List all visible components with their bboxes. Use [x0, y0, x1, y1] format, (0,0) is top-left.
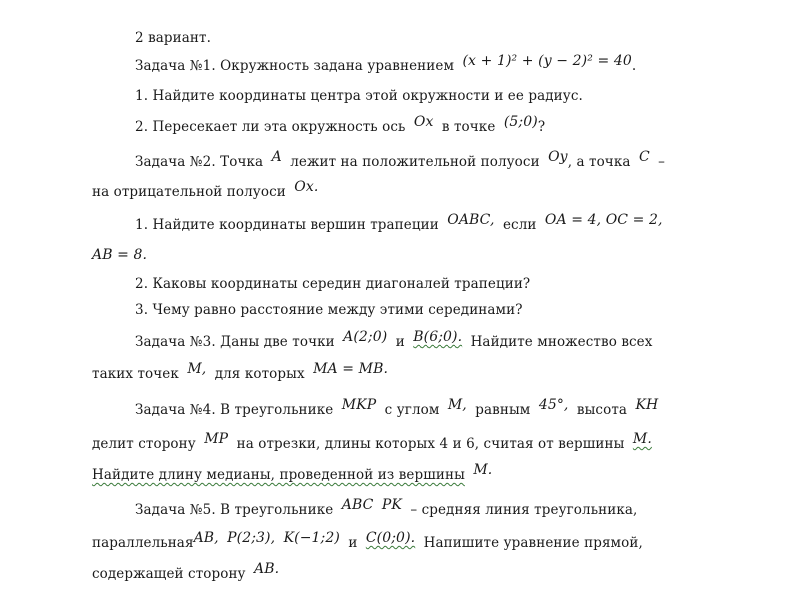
- task1-intro: Задача №1. Окружность задана уравнением: [135, 58, 455, 74]
- task4-height-kh: KH: [635, 397, 659, 413]
- task3-and: и: [395, 334, 405, 350]
- task2-q1-trapezoid: OABC,: [447, 212, 495, 228]
- task1-q2-point: (5;0): [503, 114, 538, 130]
- task4-text-d: высота: [576, 402, 628, 418]
- task4-statement-line3: [92, 462, 493, 483]
- task4-statement-line2: [92, 431, 652, 452]
- task1-q1-text: 1. Найдите координаты центра этой окружности и ее радиус.: [135, 88, 583, 104]
- task4-angle-value: 45°,: [538, 397, 569, 413]
- task4-median-vertex: M.: [473, 462, 493, 478]
- task2-text-b: лежит на положительной полуоси: [290, 154, 540, 170]
- task1-statement: [135, 53, 637, 74]
- task2-q1-text-a: 1. Найдите координаты вершин трапеции: [135, 217, 439, 233]
- task4-side-mp: MP: [204, 431, 229, 447]
- task4-line3-text: Найдите длину медианы, проведенной из вершины: [92, 467, 465, 483]
- task2-question2: [135, 276, 530, 292]
- task5-statement-line3: [92, 561, 280, 582]
- task1-end: .: [631, 58, 637, 74]
- task1-q2-text-b: в точке: [441, 119, 496, 135]
- task4-text-b: с углом: [384, 402, 440, 418]
- task2-line2-text: на отрицательной полуоси: [92, 184, 286, 200]
- task4-text-a: Задача №4. В треугольнике: [135, 402, 334, 418]
- task2-q2-text: 2. Каковы координаты середин диагоналей трапеции?: [135, 276, 531, 292]
- task1-question1: [135, 88, 583, 104]
- task4-statement-line1: [135, 397, 659, 418]
- task5-side-ab: AB,: [193, 530, 219, 546]
- task2-point-a: A: [271, 149, 282, 165]
- task5-statement-line2: [92, 530, 643, 551]
- variant-title: [135, 30, 211, 46]
- task5-midline: PK: [381, 497, 402, 513]
- task2-axis-oy: Oy: [548, 149, 568, 165]
- task2-text-a: Задача №2. Точка: [135, 154, 264, 170]
- task5-line2-text-b: Напишите уравнение прямой,: [423, 535, 643, 551]
- task3-point-m: M,: [187, 361, 207, 377]
- task2-q1-condition2: AB = 8.: [92, 247, 148, 263]
- task5-text-a: Задача №5. В треугольнике: [135, 502, 334, 518]
- task4-line2-text-b: на отрезки, длины которых 4 и 6, считая от вершины: [236, 436, 625, 452]
- task5-side-ab-2: AB.: [254, 561, 280, 577]
- task1-q2-axis: Ox: [413, 114, 434, 130]
- task2-text-c: , а точка: [567, 154, 631, 170]
- task2-q3-text: 3. Чему равно расстояние между этими серединами?: [135, 302, 523, 318]
- task1-question2: [135, 114, 546, 135]
- task5-statement-line1: [135, 497, 638, 518]
- task2-point-c: C: [638, 149, 650, 165]
- task4-text-c: равным: [475, 402, 531, 418]
- task5-text-b: – средняя линия треугольника,: [410, 502, 638, 518]
- task3-text-b: Найдите множество всех: [470, 334, 653, 350]
- variant-title-text: 2 вариант.: [135, 30, 211, 46]
- task4-triangle: MKP: [341, 397, 377, 413]
- task5-line2-text-a: параллельная: [92, 535, 194, 551]
- task2-question3: [135, 302, 523, 318]
- task3-statement-line2: [92, 361, 389, 382]
- task5-point-p: P(2;3),: [227, 530, 276, 546]
- task3-text-c: для которых: [214, 366, 305, 382]
- task3-line2-text: таких точек: [92, 366, 179, 382]
- task1-equation: (x + 1)² + (y − 2)² = 40: [462, 53, 632, 69]
- task4-vertex-m: M.: [632, 431, 652, 447]
- task1-q2-end: ?: [537, 119, 546, 135]
- task2-statement-line2: [92, 179, 319, 200]
- task3-condition: MA = MB.: [313, 361, 389, 377]
- task5-point-c: C(0;0).: [365, 530, 416, 546]
- task2-question1-cont: [92, 247, 147, 263]
- task3-text-a: Задача №3. Даны две точки: [135, 334, 335, 350]
- task2-dash: –: [658, 154, 666, 170]
- task3-statement-line1: [135, 329, 653, 350]
- task4-line2-text-a: делит сторону: [92, 436, 196, 452]
- task2-axis-ox: Ox.: [294, 179, 319, 195]
- task3-point-b: B(6;0).: [413, 329, 463, 345]
- task5-triangle: ABC: [341, 497, 374, 513]
- task5-line3-text: содержащей сторону: [92, 566, 246, 582]
- task4-angle-m: M,: [447, 397, 467, 413]
- task5-point-k: K(−1;2): [283, 530, 340, 546]
- task2-q1-condition: OA = 4, OC = 2,: [544, 212, 663, 228]
- task2-statement-line1: [135, 149, 666, 170]
- task1-q2-text-a: 2. Пересекает ли эта окружность ось: [135, 119, 406, 135]
- task5-and: и: [348, 535, 358, 551]
- task2-question1: [135, 212, 663, 233]
- task2-q1-text-b: если: [502, 217, 537, 233]
- task3-point-a: A(2;0): [343, 329, 388, 345]
